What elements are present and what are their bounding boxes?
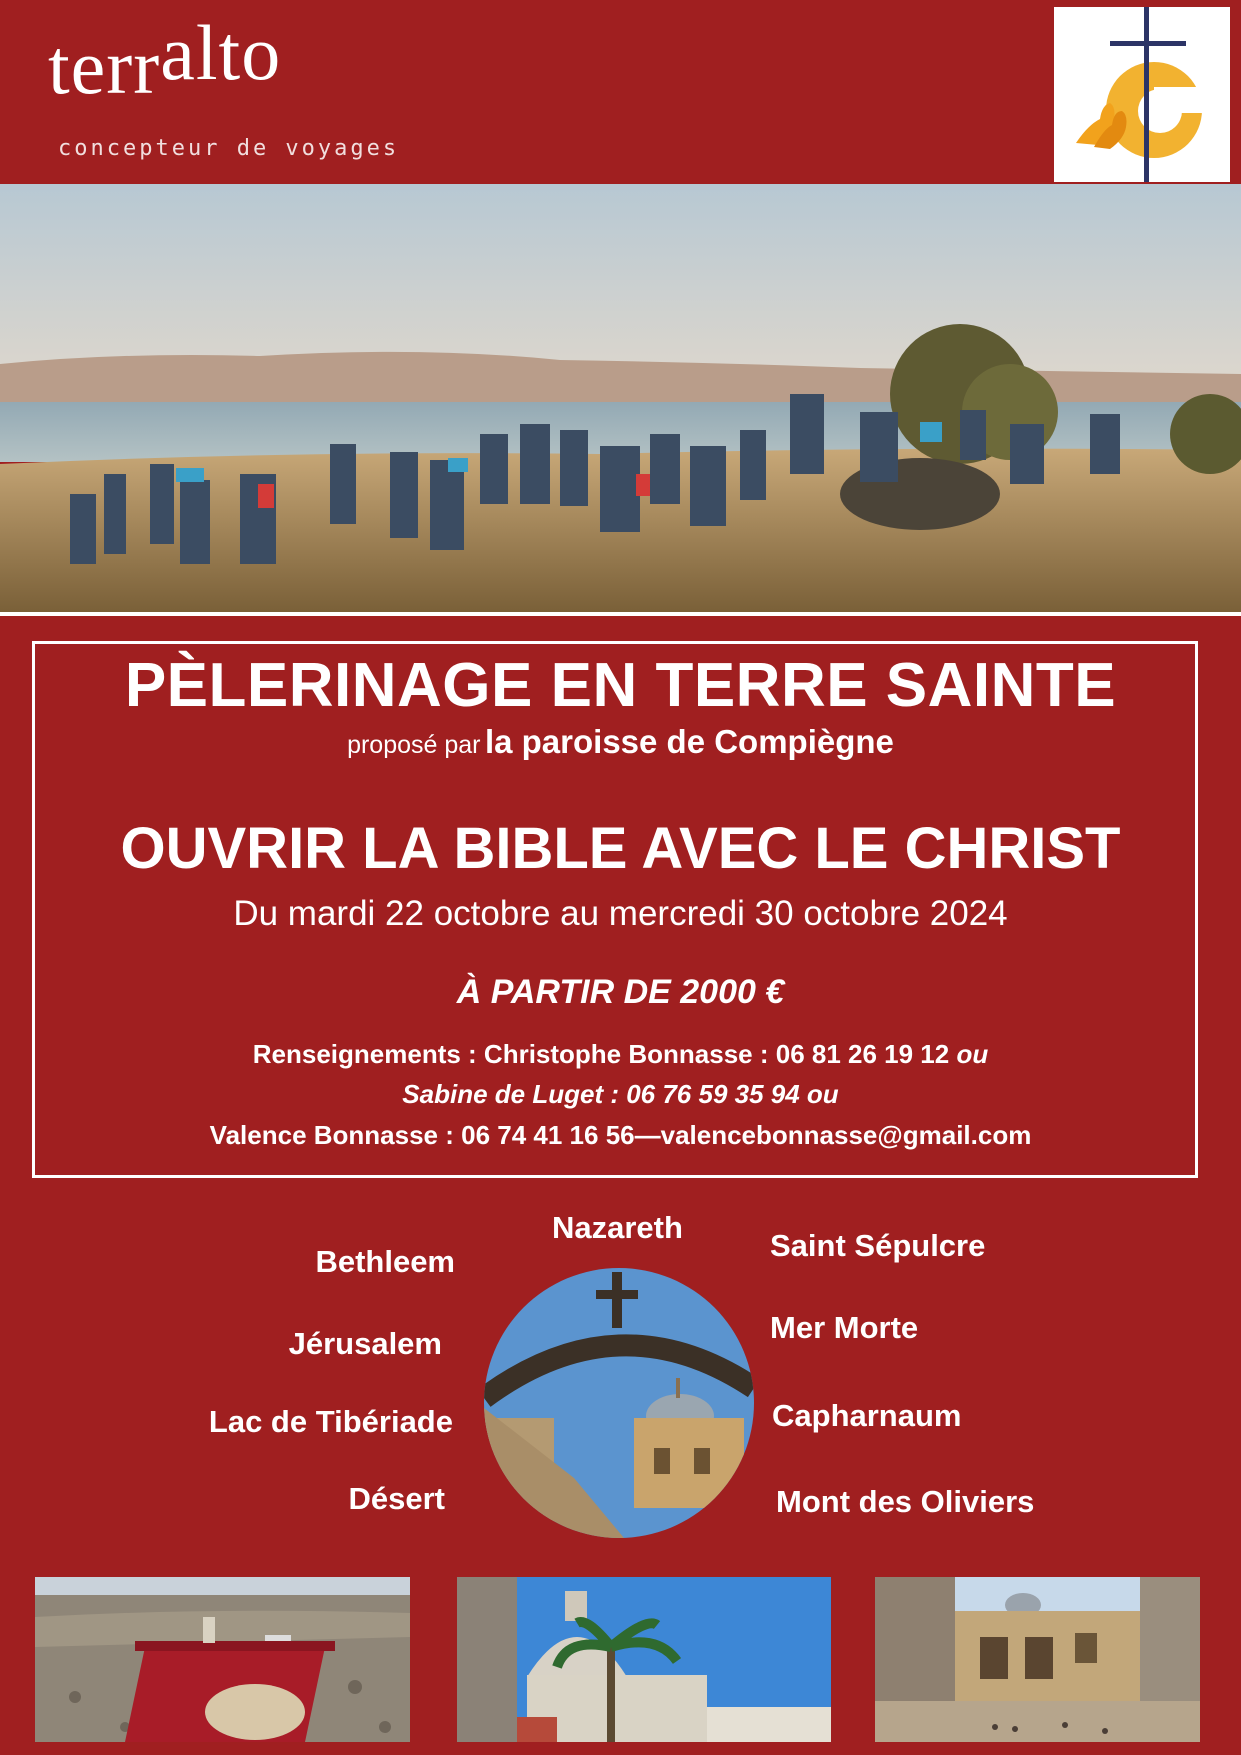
parish-name: la paroisse de Compiègne [484,723,894,760]
logo-tagline: concepteur de voyages [58,136,400,161]
price: À PARTIR DE 2000 € [456,973,785,1011]
nazareth-basilica-photo [457,1577,831,1742]
proposed-by-line [0,723,1241,761]
trip-dates: Du mardi 22 octobre au mercredi 30 octobre 2024 [233,894,1008,933]
holy-sepulchre-arch-photo [484,1268,754,1538]
place-mont-des-oliviers: Mont des Oliviers [776,1484,1035,1519]
place-saint-sepulcre: Saint Sépulcre [770,1228,986,1263]
contact-line-1 [0,1039,1241,1070]
contact-line-2: Sabine de Luget : 06 76 59 35 94 ou [402,1079,839,1109]
place-lac-tiberiade: Lac de Tibériade [208,1404,453,1439]
place-mer-morte: Mer Morte [770,1310,919,1345]
jerusalem-sepulchre-courtyard-photo [875,1577,1200,1742]
cross-pilgrims-logo-icon [1054,7,1230,182]
page-title: PÈLERINAGE EN TERRE SAINTE [124,651,1117,720]
subtitle: OUVRIR LA BIBLE AVEC LE CHRIST [120,816,1121,881]
contact-line-1-text: Renseignements : Christophe Bonnasse : 06 81 26 19 12 [252,1039,950,1069]
hero-divider [0,612,1241,616]
place-jerusalem: Jérusalem [288,1326,442,1361]
terralto-logo [48,9,282,110]
proposed-prefix: proposé par [347,731,481,759]
logo-text-prefix: terr [48,23,161,110]
pilgrims-group-lake-photo [0,184,1241,612]
contact-line-1-suffix: ou [956,1039,989,1069]
place-desert: Désert [348,1481,445,1516]
logo-text-suffix: alto [160,9,282,96]
place-nazareth: Nazareth [552,1210,683,1245]
place-capharnaum: Capharnaum [772,1398,962,1433]
place-bethleem: Bethleem [315,1244,455,1279]
desert-altar-photo [35,1577,410,1742]
contact-line-3: Valence Bonnasse : 06 74 41 16 56—valencebonnasse@gmail.com [209,1120,1032,1150]
